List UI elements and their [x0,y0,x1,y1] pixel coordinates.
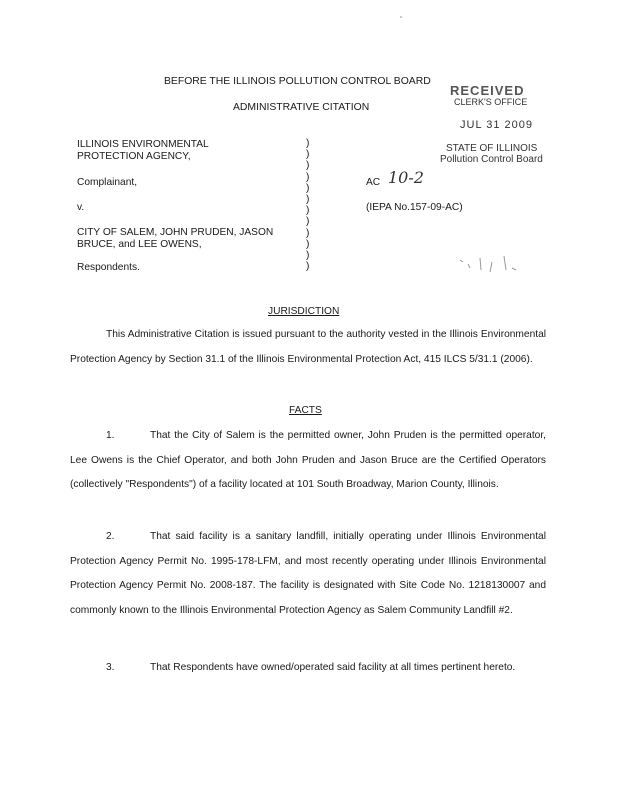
complainant-label: Complainant, [77,177,138,188]
jurisdiction-paragraph [70,323,546,372]
stamp-received: RECEIVED [450,83,525,98]
stamp-state: STATE OF ILLINOIS [446,143,538,154]
fact-text: That the City of Salem is the permitted owner, John Pruden is the permitted operator, Lee Owens is the Chief Operator, and both John Pruden and Jason Bruce are the Certified Operators (collectively "Respondents") of a facility located at 101 South Broadway, Marion County, Illinois. [70,430,546,490]
citation-title: ADMINISTRATIVE CITATION [233,102,370,113]
stamp-clerks-office: CLERK'S OFFICE [454,97,528,107]
iepa-number: (IEPA No.157-09-AC) [366,202,463,213]
fact-number: 1. [106,430,115,441]
respondent-name-line1: CITY OF SALEM, JOHN PRUDEN, JASON [77,227,274,238]
stamp-date: JUL 31 2009 [460,119,533,131]
fact-item [70,525,546,623]
page-speck [396,12,406,22]
respondent-label: Respondents. [77,262,140,273]
case-handwritten-number: 10-2 [388,168,424,187]
respondent-name-line2: BRUCE, and LEE OWENS, [77,239,202,250]
jurisdiction-heading: JURISDICTION [268,306,340,317]
case-prefix: AC [366,177,381,188]
stamp-board: Pollution Control Board [440,154,543,165]
complainant-name-line2: PROTECTION AGENCY, [77,151,191,162]
caption-parens: ) ) ) ) ) ) ) ) ) ) ) ) [306,138,310,273]
versus: v. [77,202,85,213]
facts-heading: FACTS [289,405,322,416]
fact-item [70,424,546,498]
jurisdiction-text: This Administrative Citation is issued pursuant to the authority vested in the Illinois Environmental Protection Agency by Section 31.1 of the Illinois Environmental Protection Act, 415 ILCS 5/31.1 (2006). [70,329,546,365]
fact-text: That Respondents have owned/operated said facility at all times pertinent hereto. [150,662,516,673]
fact-number: 3. [106,662,115,673]
board-heading: BEFORE THE ILLINOIS POLLUTION CONTROL BOARD [164,76,431,87]
fact-item [70,656,546,681]
fact-number: 2. [106,531,115,542]
fact-text: That said facility is a sanitary landfill, initially operating under Illinois Environmental Protection Agency Permit No. 1995-178-LFM, and most recently operating under Illinois Environmental Protection Agency Permit No. 2008-187. The facility is designated with Site Code No. 1218130007 and commonly known to the Illinois Environmental Protection Agency as Salem Community Landfill #2. [70,531,546,616]
stamp-smudge [420,250,530,290]
complainant-name-line1: ILLINOIS ENVIRONMENTAL [77,139,209,150]
